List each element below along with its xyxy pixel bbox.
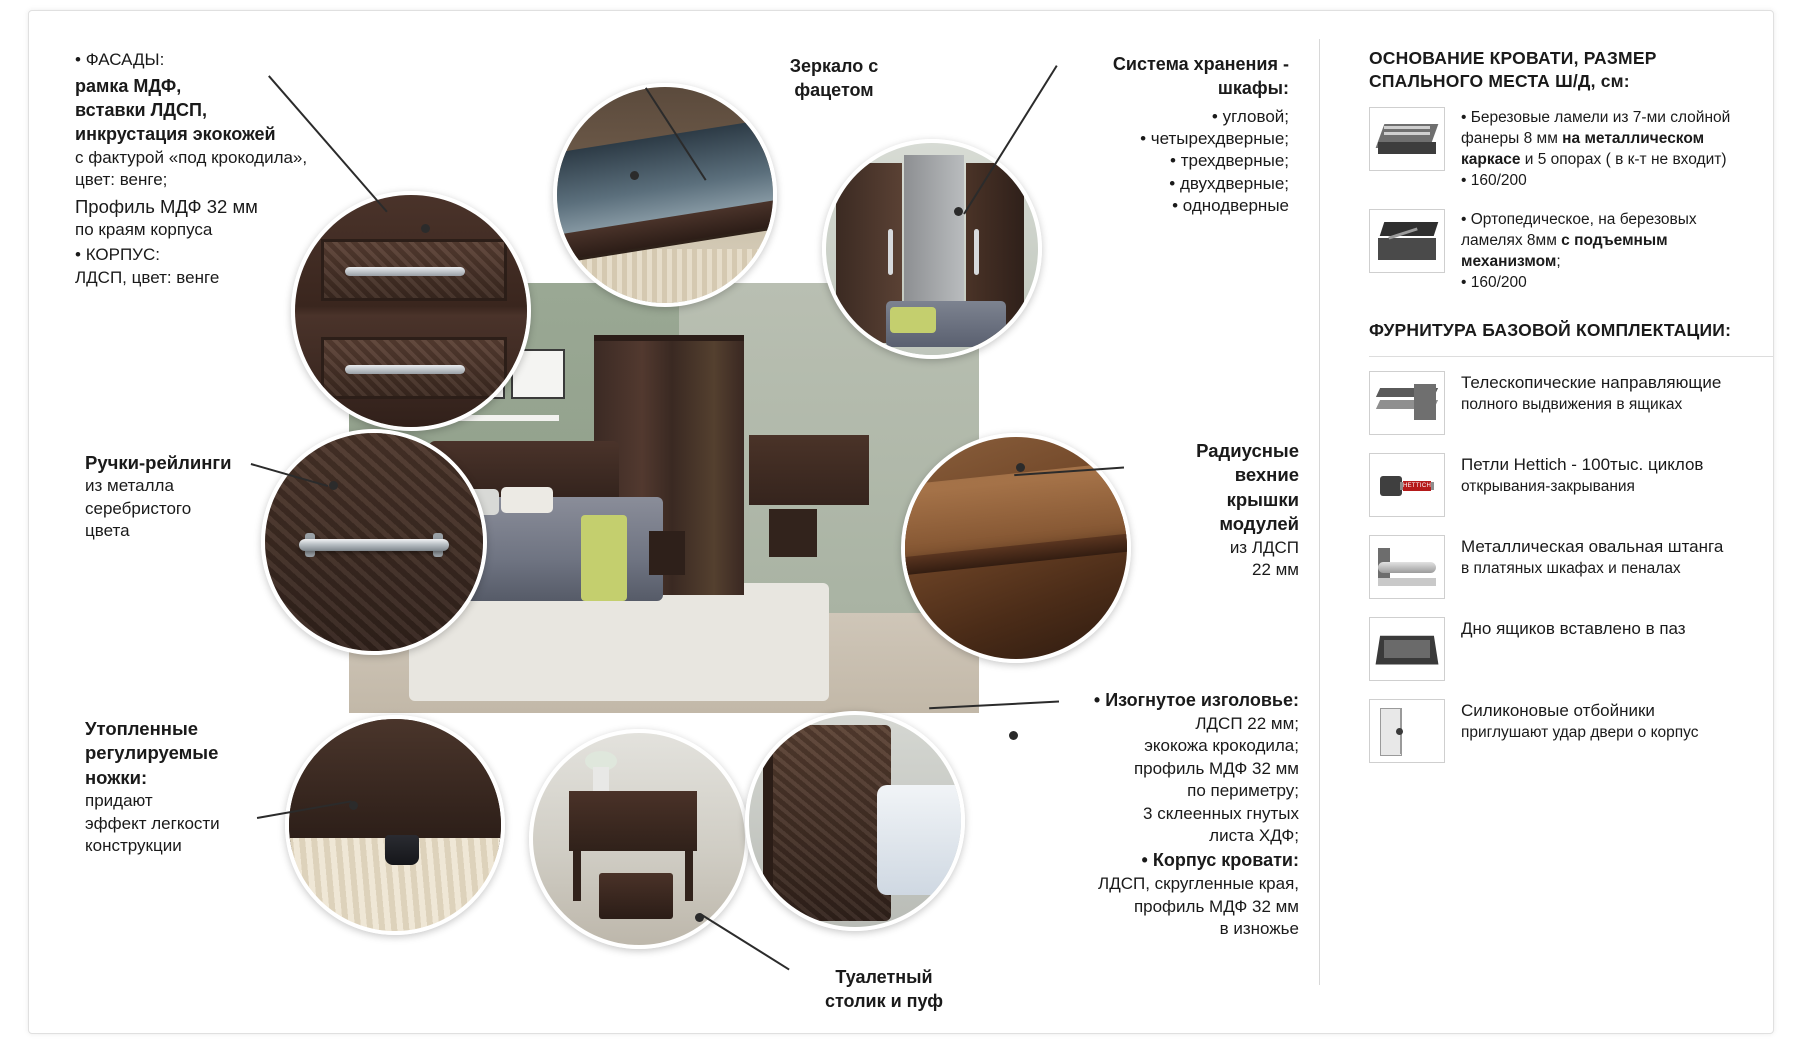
facades-line-1: • ФАСАДЫ: [75, 50, 165, 69]
base-option-2-line-2: ламелях 8мм с подъемным [1461, 231, 1668, 249]
base-option-1-size: • 160/200 [1461, 171, 1527, 189]
right-specs-panel [1369, 47, 1774, 781]
facades-line-5: с фактурой «под крокодила», [75, 147, 308, 167]
base-option-1-line-3: каркасе и 5 опорах ( в к-т не входит) [1461, 150, 1727, 168]
bed-base-icon [1369, 107, 1445, 171]
facades-line-4: инкрустация экокожей [75, 123, 276, 144]
callout-mirror [749, 55, 919, 103]
photo-adjustable-legs [285, 715, 505, 935]
headboard-line-3: профиль МДФ 32 мм [1133, 758, 1299, 778]
base-option-2-line-1: • Ортопедическое, на березовых [1461, 210, 1697, 228]
sheet [28, 10, 1774, 1034]
photo-curved-headboard [745, 711, 965, 931]
leader-dot-legs [349, 801, 358, 810]
facades-line-10: ЛДСП, цвет: венге [75, 267, 220, 287]
legs-line-5: эффект легкости [85, 813, 220, 833]
hardware-1-subtitle: полного выдвижения в ящиках [1461, 395, 1683, 413]
oval-rod-icon [1369, 535, 1445, 599]
callout-handles [85, 451, 285, 543]
base-option-text [1461, 209, 1697, 293]
callout-vanity [789, 966, 979, 1014]
headboard-line-5: 3 склеенных гнутых [1143, 803, 1299, 823]
storage-item-1: • угловой; [1211, 106, 1289, 126]
base-option-row [1369, 209, 1774, 293]
dressing-table [749, 435, 869, 505]
hardware-row-bumper [1369, 699, 1774, 763]
hardware-text [1461, 371, 1721, 415]
handles-line-4: цвета [85, 521, 130, 541]
leader-dot-facades [421, 224, 430, 233]
bed-base-heading-line-2: СПАЛЬНОГО МЕСТА Ш/Д, см: [1369, 70, 1630, 91]
headboard-line-9: в изножье [1219, 919, 1299, 938]
base-option-2-line-3: механизмом; [1461, 252, 1561, 270]
base-option-2-size: • 160/200 [1461, 274, 1527, 292]
radius-line-3: крышки [1226, 488, 1299, 510]
storage-item-3: • трехдверные; [1170, 151, 1289, 171]
pillow [501, 487, 553, 513]
headboard-line-8: профиль МДФ 32 мм [1133, 896, 1299, 916]
headboard-title: • Изогнутое изголовье: [1093, 690, 1299, 710]
photo-rail-handle [261, 429, 487, 655]
headboard-line-6: листа ХДФ; [1209, 825, 1299, 845]
callout-legs [85, 717, 295, 858]
hardware-row-slide [1369, 371, 1774, 435]
vanity-line-1: Туалетный [835, 967, 933, 987]
silicone-bumper-icon [1369, 699, 1445, 763]
headboard-line-4: по периметру; [1187, 781, 1299, 801]
bed-base-heading-line-1: ОСНОВАНИЕ КРОВАТИ, РАЗМЕР [1369, 48, 1657, 68]
hardware-5-title: Силиконовые отбойники [1461, 700, 1655, 720]
stool [769, 509, 817, 557]
hardware-4-title: Дно ящиков вставлено в паз [1461, 618, 1686, 638]
leader-dot-storage [954, 207, 963, 216]
facades-line-9: • КОРПУС: [75, 245, 160, 265]
callout-facades [75, 49, 375, 289]
hardware-row-bottom [1369, 617, 1774, 681]
facades-line-2: рамка МДФ, [75, 76, 182, 97]
handles-line-2: из металла [85, 476, 174, 496]
vanity-line-2: столик и пуф [824, 990, 944, 1011]
hardware-2-subtitle: открывания-закрывания [1461, 477, 1635, 495]
hardware-2-title: Петли Hettich - 100тыс. циклов [1461, 454, 1704, 474]
leader-dot-headboard [1009, 731, 1018, 740]
headboard-line-1: ЛДСП 22 мм; [1195, 713, 1299, 733]
radius-line-5: из ЛДСП [1229, 537, 1299, 557]
callout-storage [969, 53, 1289, 218]
leader-dot-handles [329, 481, 338, 490]
base-option-1-line-1: • Березовые ламели из 7-ми слойной [1461, 108, 1731, 126]
facades-line-7: Профиль МДФ 32 мм [75, 195, 258, 217]
hettich-badge: HETTICH [1403, 482, 1432, 489]
radius-line-2: вехние [1234, 464, 1299, 486]
base-option-1-line-2: фанеры 8 мм на металлическом [1461, 129, 1705, 147]
radius-line-6: 22 мм [1251, 560, 1299, 580]
drawer-slide-icon [1369, 371, 1445, 435]
hardware-3-subtitle: в платяных шкафах и пеналах [1461, 559, 1681, 577]
lift-mechanism-icon [1369, 209, 1445, 273]
hardware-text [1461, 453, 1703, 497]
leader-dot-mirror [630, 171, 639, 180]
radius-line-4: модулей [1219, 513, 1299, 535]
hardware-text [1461, 699, 1699, 743]
legs-line-4: придают [85, 791, 153, 811]
base-option-text [1461, 107, 1730, 191]
hardware-1-title: Телескопические направляющие [1461, 372, 1722, 392]
storage-item-5: • однодверные [1172, 196, 1289, 216]
bed-base-heading [1369, 47, 1774, 93]
headboard-line-7: ЛДСП, скругленные края, [1098, 874, 1299, 894]
headboard-line-2: экокожа крокодила; [1144, 736, 1299, 756]
panel-divider [1319, 39, 1320, 985]
facades-line-6: цвет: венге; [75, 170, 168, 190]
photo-vanity-and-pouf [529, 729, 749, 949]
legs-line-3: ножки: [85, 766, 148, 788]
nightstand [649, 531, 685, 575]
throw-blanket [581, 515, 627, 601]
legs-line-6: конструкции [85, 836, 182, 856]
legs-line-2: регулируемые [85, 742, 219, 764]
hardware-divider [1369, 356, 1774, 357]
mirror-line-1: Зеркало с [789, 56, 879, 76]
handles-line-3: серебристого [85, 498, 192, 518]
radius-line-1: Радиусные [1196, 440, 1299, 461]
storage-title-2: шкафы: [1217, 77, 1289, 98]
callout-radius [1109, 439, 1299, 582]
storage-item-4: • двухдверные; [1169, 173, 1289, 193]
hardware-3-title: Металлическая овальная штанга [1461, 536, 1724, 556]
drawer-bottom-icon [1369, 617, 1445, 681]
facades-line-8: по краям корпуса [75, 219, 213, 239]
hardware-row-rod [1369, 535, 1774, 599]
storage-title-1: Система хранения - [1112, 54, 1289, 74]
callout-headboard [1029, 689, 1299, 940]
leader-dot-vanity [695, 913, 704, 922]
hinge-icon [1369, 453, 1445, 517]
legs-line-1: Утопленные [85, 718, 199, 739]
hardware-text [1461, 617, 1686, 640]
hardware-row-hinge [1369, 453, 1774, 517]
hardware-5-subtitle: приглушают удар двери о корпус [1461, 723, 1699, 741]
base-option-row [1369, 107, 1774, 191]
hardware-text [1461, 535, 1723, 579]
mirror-line-2: фацетом [794, 79, 874, 100]
leader-dot-radius [1016, 463, 1025, 472]
storage-item-2: • четырехдверные; [1140, 128, 1289, 148]
handles-line-1: Ручки-рейлинги [85, 452, 232, 473]
headboard-title-2: • Корпус кровати: [1141, 850, 1299, 871]
hardware-heading: ФУРНИТУРА БАЗОВОЙ КОМПЛЕКТАЦИИ: [1369, 320, 1732, 341]
facades-line-3: вставки ЛДСП, [75, 100, 207, 121]
